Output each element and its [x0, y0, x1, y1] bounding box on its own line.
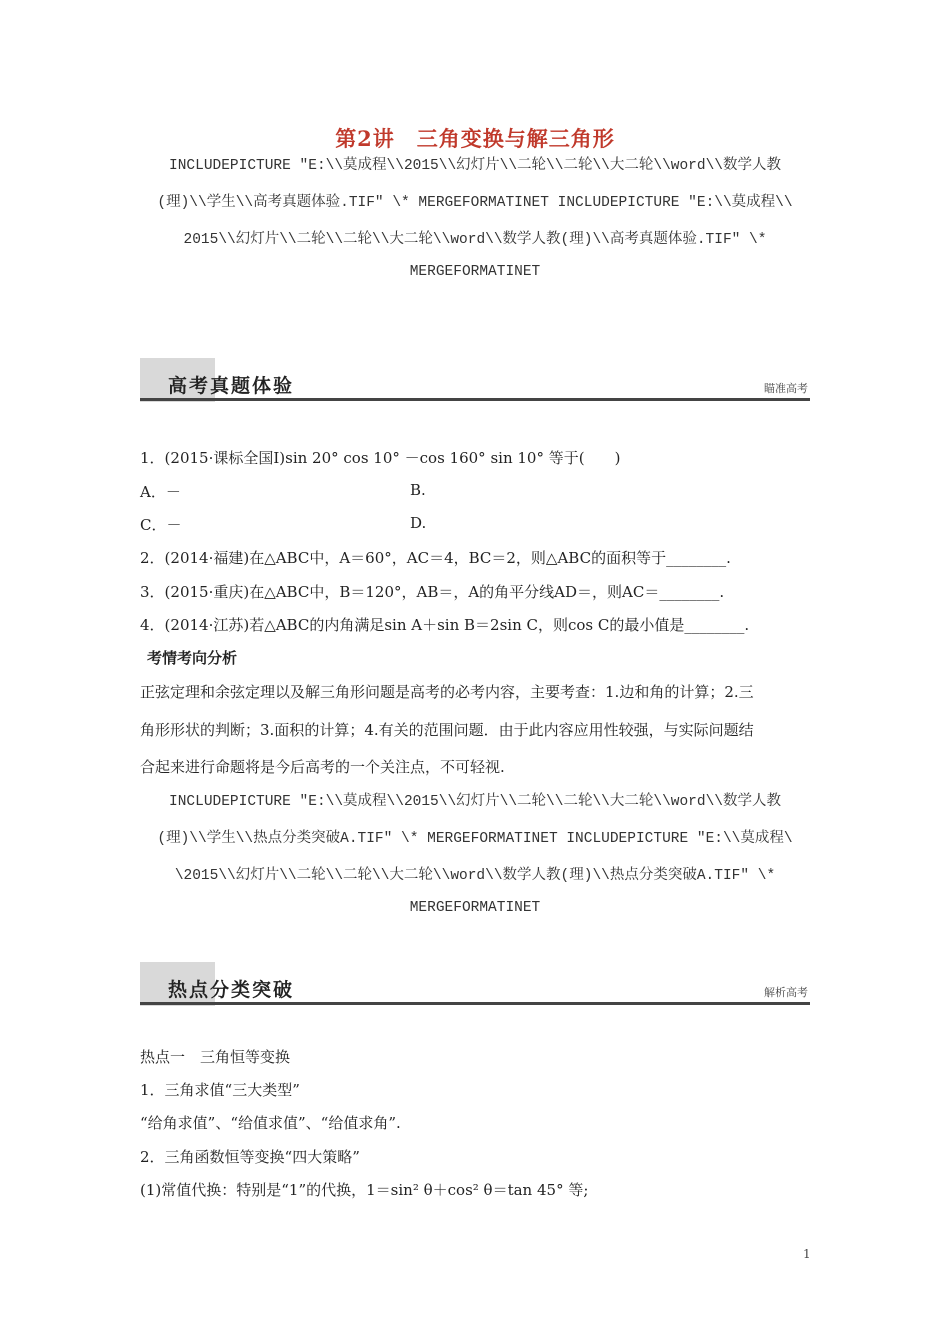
analysis-line: 合起来进行命题将是今后高考的一个关注点，不可轻视.	[140, 758, 505, 776]
section-label: 热点分类突破	[168, 979, 295, 1001]
section-banner-hotspots	[140, 962, 810, 1006]
include-field-line: INCLUDEPICTURE "E:\\莫成程\\2015\\幻灯片\\二轮\\二轮\\大二轮\\word\\数学人教	[169, 158, 781, 174]
analysis-line: 正弦定理和余弦定理以及解三角形问题是高考的必考内容，主要考查：1.边和角的计算；2.三	[140, 683, 754, 701]
section-banner-gaokao	[140, 358, 810, 402]
paragraph: 2．三角函数恒等变换“四大策略”	[140, 1148, 360, 1166]
hotspot-heading: 热点一 三角恒等变换	[140, 1048, 291, 1066]
question-3: 3．(2015·重庆)在△ABC中，B＝120°，AB＝，A的角平分线AD＝，则AC＝________.	[140, 583, 725, 601]
include-field-line: \2015\\幻灯片\\二轮\\二轮\\大二轮\\word\\数学人教(理)\\热点分类突破A.TIF" \*	[174, 868, 776, 884]
paragraph: “给角求值”、“给值求值”、“给值求角”.	[140, 1114, 401, 1132]
paragraph: (1)常值代换：特别是“1”的代换，1＝sin² θ＋cos² θ＝tan 45° 等;	[140, 1181, 589, 1199]
page-title: 第2讲 三角变换与解三角形	[335, 126, 615, 151]
include-field-line: MERGEFORMATINET	[409, 264, 541, 280]
question-2: 2．(2014·福建)在△ABC中，A＝60°，AC＝4，BC＝2，则△ABC的面积等于________.	[140, 549, 731, 567]
option-b: B.	[410, 481, 426, 499]
question-1: 1．(2015·课标全国Ⅰ)sin 20° cos 10° －cos 160° sin 10° 等于( )	[140, 449, 621, 467]
include-field-line: (理)\\学生\\热点分类突破A.TIF" \* MERGEFORMATINET INCLUDEPICTURE "E:\\莫成程\	[157, 831, 793, 847]
section-tag: 瞄准高考	[764, 382, 808, 395]
include-field-line: MERGEFORMATINET	[409, 900, 541, 916]
analysis-line: 角形形状的判断；3.面积的计算；4.有关的范围问题．由于此内容应用性较强，与实际问题结	[140, 721, 754, 739]
question-4: 4．(2014·江苏)若△ABC的内角满足sin A＋sin B＝2sin C，则cos C的最小值是________.	[140, 616, 750, 634]
include-field-line: 2015\\幻灯片\\二轮\\二轮\\大二轮\\word\\数学人教(理)\\高考真题体验.TIF" \*	[183, 232, 767, 248]
section-rule	[140, 398, 810, 401]
option-a: A．－	[140, 483, 181, 501]
option-c: C．－	[140, 516, 182, 534]
page-number: 1	[803, 1247, 811, 1261]
include-field-line: (理)\\学生\\高考真题体验.TIF" \* MERGEFORMATINET INCLUDEPICTURE "E:\\莫成程\\	[157, 195, 793, 211]
include-field-line: INCLUDEPICTURE "E:\\莫成程\\2015\\幻灯片\\二轮\\二轮\\大二轮\\word\\数学人教	[169, 794, 781, 810]
section-tag: 解析高考	[764, 986, 808, 999]
option-d: D.	[410, 514, 427, 532]
section-rule	[140, 1002, 810, 1005]
section-label: 高考真题体验	[168, 375, 295, 397]
analysis-heading: 考情考向分析	[147, 649, 238, 667]
paragraph: 1．三角求值“三大类型”	[140, 1081, 300, 1099]
